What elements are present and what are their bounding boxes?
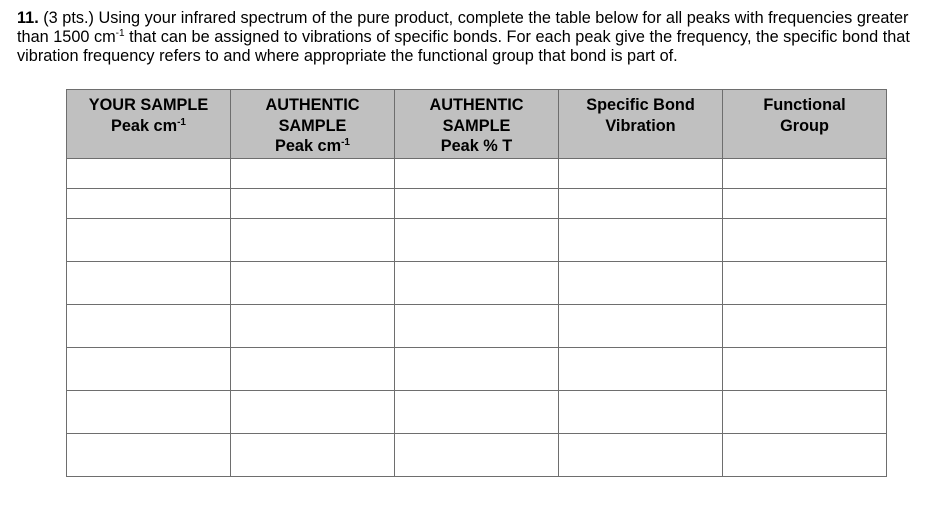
header-line: AUTHENTIC	[265, 96, 360, 114]
table-cell[interactable]	[67, 189, 231, 219]
header-line	[67, 116, 230, 137]
table-cell[interactable]	[395, 219, 559, 262]
table-cell[interactable]	[231, 391, 395, 434]
table-cell[interactable]	[231, 189, 395, 219]
table-cell[interactable]	[67, 159, 231, 189]
header-line: SAMPLE	[442, 116, 511, 135]
table-cell[interactable]	[559, 305, 723, 348]
header-line	[231, 136, 394, 157]
question-points: (3 pts.)	[43, 9, 94, 27]
table-row	[67, 434, 887, 477]
table-cell[interactable]	[231, 219, 395, 262]
header-line: Vibration	[605, 116, 676, 135]
table-cell[interactable]	[395, 189, 559, 219]
header-line: Specific Bond	[586, 96, 695, 114]
table-cell[interactable]	[723, 305, 887, 348]
table-cell[interactable]	[559, 434, 723, 477]
table-cell[interactable]	[231, 434, 395, 477]
table-cell[interactable]	[231, 348, 395, 391]
table-cell[interactable]	[559, 219, 723, 262]
table-cell[interactable]	[559, 189, 723, 219]
header-line: AUTHENTIC	[429, 96, 524, 114]
question-number: 11.	[17, 9, 39, 27]
header-line: Peak % T	[440, 137, 513, 155]
table-cell[interactable]	[723, 219, 887, 262]
table-row	[67, 189, 887, 219]
header-line: YOUR SAMPLE	[88, 96, 209, 114]
table-cell[interactable]	[67, 434, 231, 477]
table-cell[interactable]	[231, 305, 395, 348]
table-cell[interactable]	[67, 391, 231, 434]
table-cell[interactable]	[67, 348, 231, 391]
header-superscript: -1	[177, 116, 186, 128]
table-row	[67, 262, 887, 305]
table-cell[interactable]	[231, 159, 395, 189]
header-line-text: Peak cm	[275, 137, 342, 155]
header-authentic-sample-peak	[231, 90, 395, 159]
table-cell[interactable]	[231, 262, 395, 305]
header-authentic-sample-percent-t	[395, 90, 559, 159]
question-text	[17, 9, 937, 66]
table-cell[interactable]	[723, 434, 887, 477]
header-line: Functional	[763, 96, 846, 114]
table-cell[interactable]	[559, 348, 723, 391]
table-cell[interactable]	[559, 262, 723, 305]
table-cell[interactable]	[67, 305, 231, 348]
table-cell[interactable]	[723, 159, 887, 189]
ir-peaks-table	[66, 89, 887, 477]
table-row	[67, 348, 887, 391]
unit-superscript: -1	[115, 28, 125, 39]
table-row	[67, 391, 887, 434]
table-header-row	[67, 90, 887, 159]
table-row	[67, 159, 887, 189]
header-specific-bond-vibration	[559, 90, 723, 159]
table-cell[interactable]	[395, 159, 559, 189]
header-functional-group	[723, 90, 887, 159]
table-cell[interactable]	[723, 391, 887, 434]
question-text-part-1: Using your infrared spectrum of the pure product, complete the table below for all peaks with frequencies greater than 1500 cm	[17, 9, 909, 46]
header-line: Group	[780, 116, 829, 135]
header-line-text: Peak cm	[111, 116, 178, 135]
table-cell[interactable]	[395, 305, 559, 348]
header-your-sample-peak	[67, 90, 231, 159]
table-cell[interactable]	[67, 262, 231, 305]
table-cell[interactable]	[723, 262, 887, 305]
table-cell[interactable]	[395, 391, 559, 434]
table-row	[67, 305, 887, 348]
header-superscript: -1	[341, 137, 350, 148]
table-cell[interactable]	[559, 159, 723, 189]
table-cell[interactable]	[67, 219, 231, 262]
table-cell[interactable]	[723, 189, 887, 219]
question-text-part-2: that can be assigned to vibrations of specific bonds. For each peak give the frequency, the specific bond that vibration frequency refers to and where appropriate the functional group that bond is part of.	[17, 28, 910, 65]
table-cell[interactable]	[723, 348, 887, 391]
table-row	[67, 219, 887, 262]
table-cell[interactable]	[559, 391, 723, 434]
table-cell[interactable]	[395, 262, 559, 305]
table-cell[interactable]	[395, 434, 559, 477]
header-line: SAMPLE	[278, 116, 347, 135]
table-cell[interactable]	[395, 348, 559, 391]
